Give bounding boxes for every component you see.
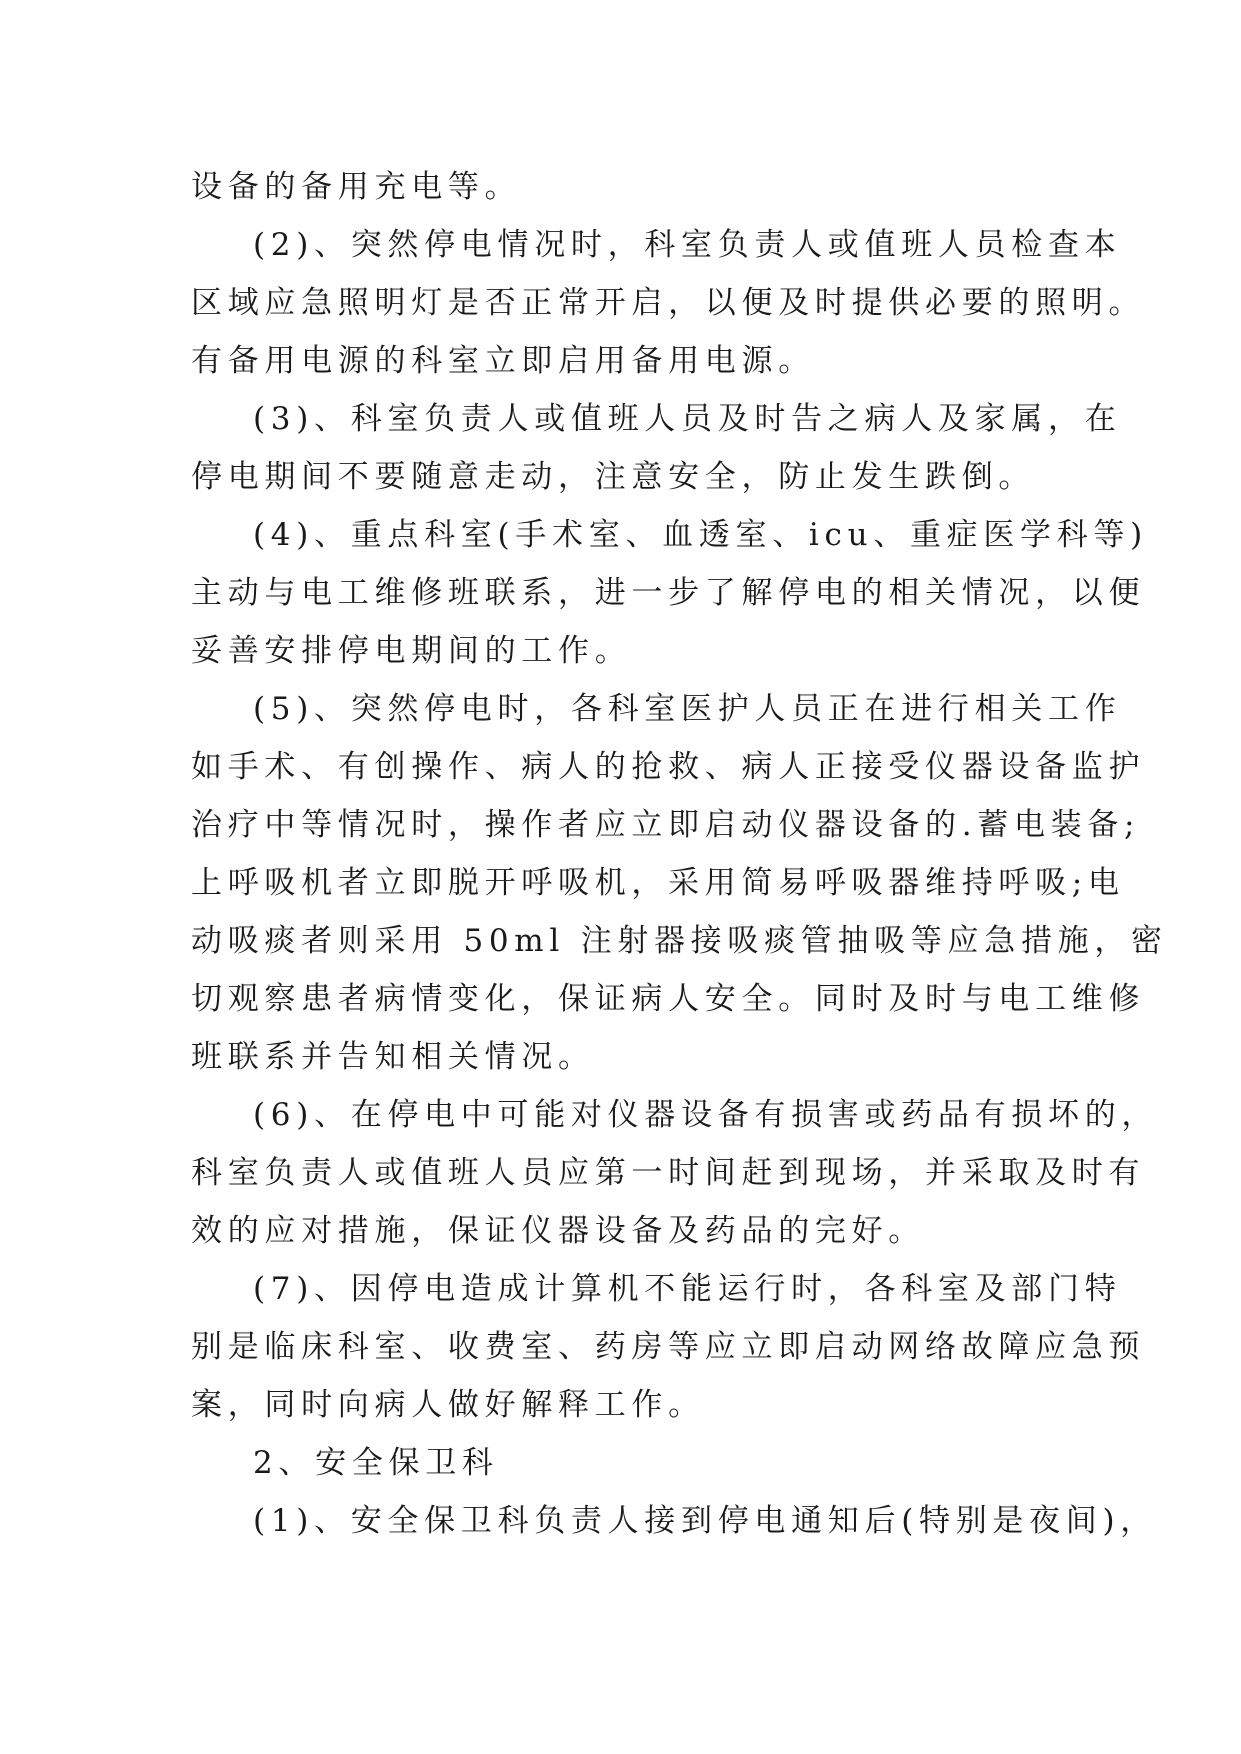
text-line: (7)、因停电造成计算机不能运行时，各科室及部门特 [253, 1271, 1122, 1307]
document-body [191, 158, 1168, 1550]
text-line: (6)、在停电中可能对仪器设备有损害或药品有损坏的， [253, 1097, 1159, 1133]
text-line: (5)、突然停电时，各科室医护人员正在进行相关工作 [253, 691, 1122, 727]
text-line: 有备用电源的科室立即启用备用电源。 [191, 343, 815, 379]
text-line: (4)、重点科室(手术室、血透室、icu、重症医学科等) [253, 517, 1148, 553]
text-line: 案，同时向病人做好解释工作。 [191, 1387, 705, 1423]
text-line: 效的应对措施，保证仪器设备及药品的完好。 [191, 1213, 925, 1249]
text-line: 区域应急照明灯是否正常开启，以便及时提供必要的照明。 [191, 285, 1146, 321]
text-line: 停电期间不要随意走动，注意安全，防止发生跌倒。 [191, 459, 1036, 495]
text-line: 如手术、有创操作、病人的抢救、病人正接受仪器设备监护 [191, 749, 1146, 785]
text-line: 妥善安排停电期间的工作。 [191, 633, 632, 669]
text-line: 治疗中等情况时，操作者应立即启动仪器设备的.蓄电装备; [191, 807, 1141, 843]
text-line: 班联系并告知相关情况。 [191, 1039, 595, 1075]
text-line: 主动与电工维修班联系，进一步了解停电的相关情况，以便 [191, 575, 1146, 611]
text-line: 别是临床科室、收费室、药房等应立即启动网络故障应急预 [191, 1329, 1146, 1365]
text-line: (3)、科室负责人或值班人员及时告之病人及家属，在 [253, 401, 1122, 437]
text-line: (2)、突然停电情况时，科室负责人或值班人员检查本 [253, 227, 1122, 263]
text-line: 动吸痰者则采用 50ml 注射器接吸痰管抽吸等应急措施，密 [191, 923, 1168, 959]
text-line: (1)、安全保卫科负责人接到停电通知后(特别是夜间)， [253, 1503, 1157, 1539]
text-line: 切观察患者病情变化，保证病人安全。同时及时与电工维修 [191, 981, 1146, 1017]
text-line: 2、安全保卫科 [253, 1445, 499, 1481]
text-line: 设备的备用充电等。 [191, 169, 522, 205]
text-line: 科室负责人或值班人员应第一时间赶到现场，并采取及时有 [191, 1155, 1146, 1191]
text-line: 上呼吸机者立即脱开呼吸机，采用简易呼吸器维持呼吸;电 [191, 865, 1125, 901]
